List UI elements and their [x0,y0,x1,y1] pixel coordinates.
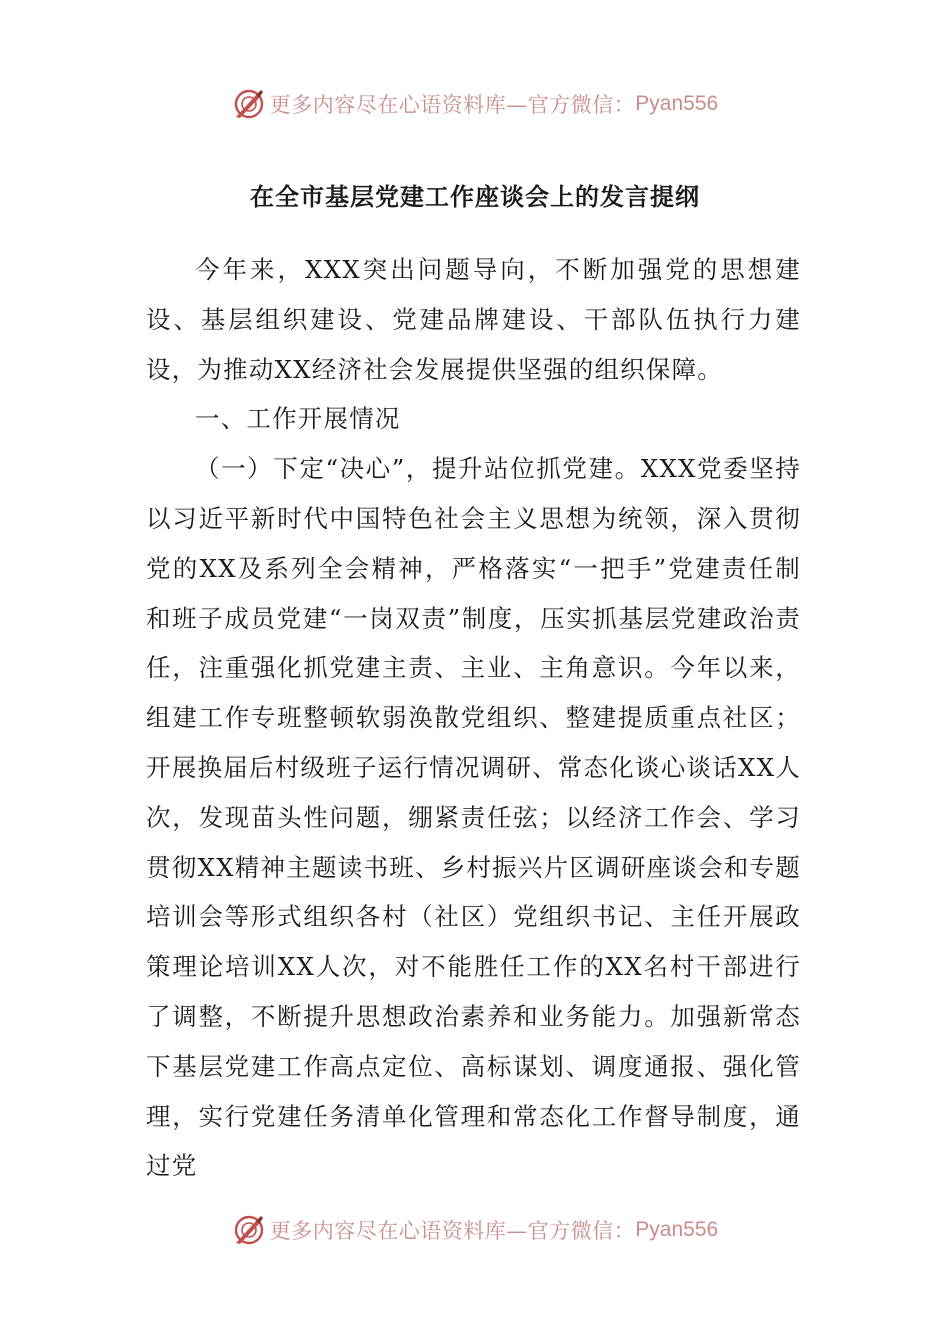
footer-watermark [0,1210,950,1250]
intro-paragraph: 今年来，XXX突出问题导向，不断加强党的思想建设、基层组织建设、党建品牌建设、干部队伍执行力建设，为推动XX经济社会发展提供坚强的组织保障。 [146,255,801,384]
watermark-text: 更多内容尽在心语资料库—官方微信： [269,93,636,117]
header-watermark [0,84,950,124]
pen-logo-icon [232,1213,266,1247]
watermark-wechat-id: Pyan556 [635,92,719,115]
document-body [146,245,801,1191]
watermark-wechat-id: Pyan556 [635,1218,719,1241]
document-title: 在全市基层党建工作座谈会上的发言提纲 [250,182,700,211]
watermark-text: 更多内容尽在心语资料库—官方微信： [269,1219,636,1243]
body-paragraph: （一）下定“决心”，提升站位抓党建。XXX党委坚持以习近平新时代中国特色社会主义思想为统领，深入贯彻党的XX及系列全会精神，严格落实“一把手”党建责任制和班子成员党建“一岗双责”制度，压实抓基层党建政治责任，注重强化抓党建主责、主业、主角意识。今年以来，组建工作专班整顿软弱涣散党组织、整建提质重点社区；开展换届后村级班子运行情况调研、常态化谈心谈话XX人次，发现苗头性问题，绷紧责任弦；以经济工作会、学习贯彻XX精神主题读书班、乡村振兴片区调研座谈会和专题培训会等形式组织各村（社区）党组织书记、主任开展政策理论培训XX人次，对不能胜任工作的XX名村干部进行了调整，不断提升思想政治素养和业务能力。加强新常态下基层党建工作高点定位、高标谋划、调度通报、强化管理，实行党建任务清单化管理和常态化工作督导制度，通过党 [146,454,801,1181]
pen-logo-icon [232,87,266,121]
section-heading: 一、工作开展情况 [195,404,401,434]
